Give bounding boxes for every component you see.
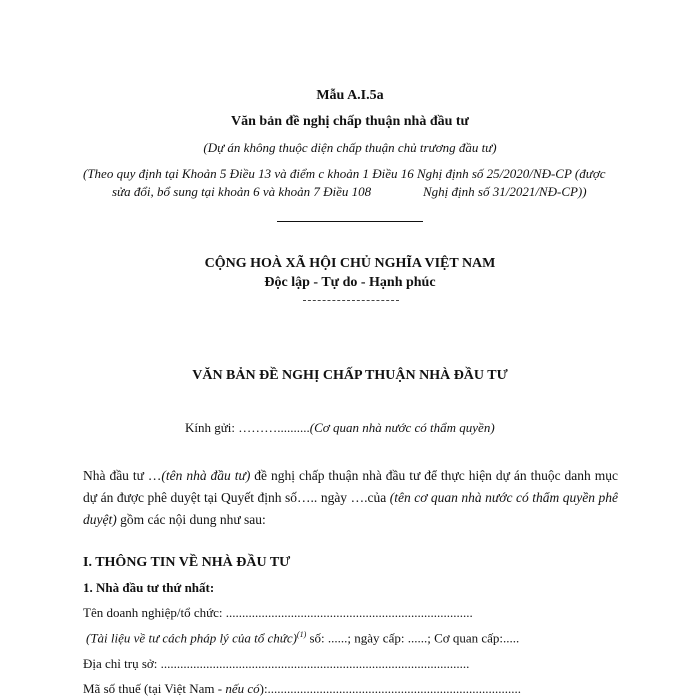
- motto-divider: [303, 300, 399, 301]
- intro-part-5: gồm các nội dung như sau:: [116, 512, 266, 527]
- field-tax-code: [83, 681, 521, 697]
- legal-documents-label: (Tài liệu về tư cách pháp lý của tổ chức): [86, 630, 297, 646]
- subsection-first-investor: 1. Nhà đầu tư thứ nhất:: [83, 580, 215, 595]
- header-divider: [277, 221, 423, 222]
- tax-code-label: Mã số thuế (tại Việt Nam -: [83, 681, 226, 696]
- tax-code-optional: nếu có: [225, 681, 260, 696]
- intro-part-1: Nhà đầu tư …: [83, 468, 162, 483]
- field-legal-documents: [86, 630, 519, 646]
- footnote-marker: (1): [296, 630, 307, 639]
- intro-investor-name: (tên nhà đầu tư): [161, 468, 251, 483]
- legal-basis-line-1: (Theo quy định tại Khoản 5 Điều 13 và điểm c khoản 1 Điều 16 Nghị định số 25/2020/NĐ-CP (được: [83, 166, 606, 181]
- recipient-hint: (Cơ quan nhà nước có thẩm quyền): [309, 420, 495, 435]
- section-heading-investor-info: I. THÔNG TIN VỀ NHÀ ĐẦU TƯ: [83, 555, 291, 570]
- legal-basis-line-2a: sửa đổi, bổ sung tại khoản 6 và khoản 7 Điều 108: [112, 184, 372, 199]
- recipient-label: Kính gửi: ………..........: [185, 420, 310, 435]
- intro-authority-name: (tên cơ quan nhà nước có thẩm quyền phê duyệt): [83, 490, 618, 527]
- tax-code-rest: ):..............................................................................: [259, 681, 522, 696]
- legal-documents-details: số: ......; ngày cấp: ......; Cơ quan cấp:.....: [306, 630, 520, 646]
- intro-part-3: đề nghị chấp thuận nhà đầu tư để thực hiện dự án thuộc danh mục dự án được phê duyệt tại Quyết định số….. ngày ….của: [83, 468, 618, 505]
- form-code: Mẫu A.I.5a: [316, 88, 384, 103]
- scope-note: (Dự án không thuộc diện chấp thuận chủ trương đầu tư): [203, 140, 497, 155]
- legal-basis-line-2b: Nghị định số 31/2021/NĐ-CP)): [423, 184, 587, 199]
- national-motto: Độc lập - Tự do - Hạnh phúc: [264, 275, 436, 290]
- country-name: CỘNG HOÀ XÃ HỘI CHỦ NGHĨA VIỆT NAM: [204, 256, 496, 271]
- document-title: VĂN BẢN ĐỀ NGHỊ CHẤP THUẬN NHÀ ĐẦU TƯ: [192, 368, 508, 383]
- intro-paragraph: [83, 465, 618, 531]
- field-company-name: Tên doanh nghiệp/tổ chức: ............................................................................: [83, 605, 473, 620]
- form-title: Văn bản đề nghị chấp thuận nhà đầu tư: [231, 114, 469, 129]
- recipient-line: [185, 420, 495, 436]
- field-head-office-address: Địa chỉ trụ sở: ...............................................................................................: [83, 656, 470, 671]
